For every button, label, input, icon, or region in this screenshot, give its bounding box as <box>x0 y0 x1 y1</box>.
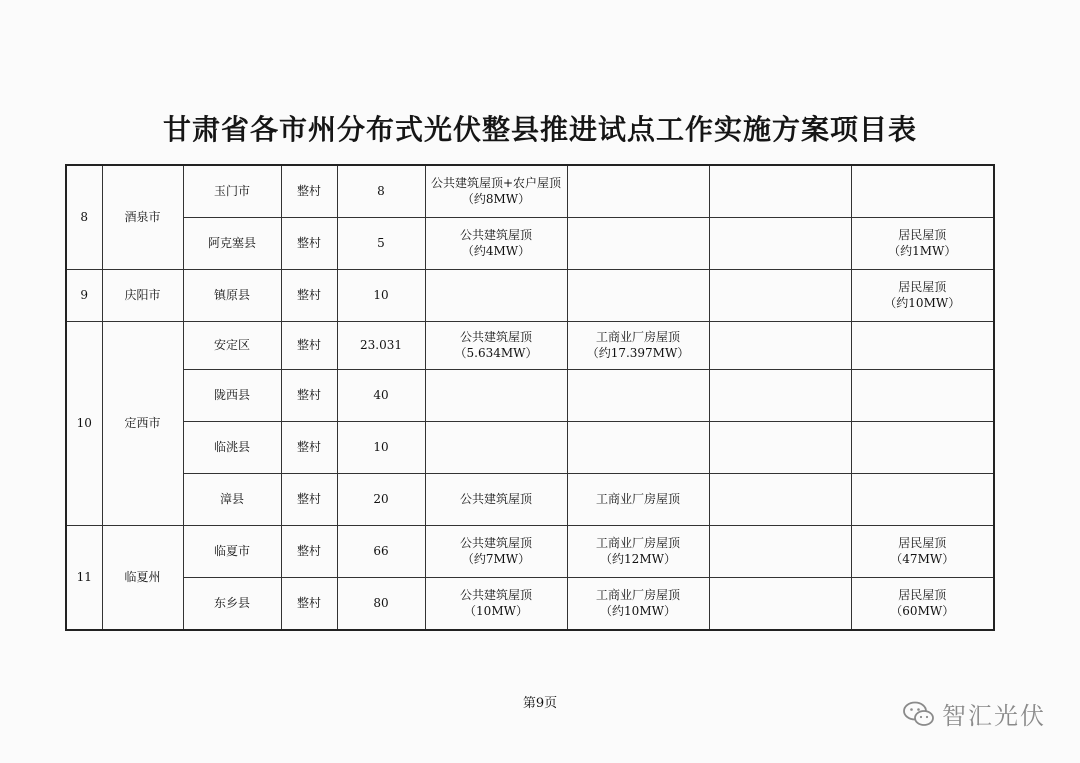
public-building-cell <box>425 421 567 473</box>
pilot-type: 整村 <box>281 369 337 421</box>
project-table <box>65 164 995 631</box>
industrial-roof-cell <box>567 217 709 269</box>
industrial-roof-cell <box>567 421 709 473</box>
pilot-type: 整村 <box>281 473 337 525</box>
county-name: 陇西县 <box>183 369 281 421</box>
wechat-icon <box>902 700 936 728</box>
village-count: 20 <box>337 473 425 525</box>
other-cell <box>709 217 851 269</box>
residential-roof-cell: 居民屋顶 （47MW） <box>851 525 994 577</box>
public-building-cell: 公共建筑屋顶 （5.634MW） <box>425 321 567 369</box>
pilot-type: 整村 <box>281 321 337 369</box>
watermark-text: 智汇光伏 <box>942 702 1046 730</box>
public-building-cell: 公共建筑屋顶 （约7MW） <box>425 525 567 577</box>
row-number: 11 <box>66 525 102 630</box>
village-count: 5 <box>337 217 425 269</box>
residential-roof-cell: 居民屋顶 （60MW） <box>851 577 994 630</box>
public-building-cell <box>425 269 567 321</box>
county-name: 镇原县 <box>183 269 281 321</box>
table-row <box>66 217 994 269</box>
table-row <box>66 269 994 321</box>
industrial-roof-cell: 工商业厂房屋顶 （约10MW） <box>567 577 709 630</box>
row-number: 8 <box>66 165 102 269</box>
city-name: 庆阳市 <box>102 269 183 321</box>
industrial-roof-cell <box>567 269 709 321</box>
village-count: 80 <box>337 577 425 630</box>
county-name: 阿克塞县 <box>183 217 281 269</box>
table-row <box>66 473 994 525</box>
pilot-type: 整村 <box>281 269 337 321</box>
public-building-cell <box>425 369 567 421</box>
industrial-roof-cell <box>567 165 709 217</box>
pilot-type: 整村 <box>281 421 337 473</box>
row-number: 10 <box>66 321 102 525</box>
village-count: 8 <box>337 165 425 217</box>
residential-roof-cell <box>851 369 994 421</box>
page-title: 甘肃省各市州分布式光伏整县推进试点工作实施方案项目表 <box>162 113 917 146</box>
table-row <box>66 321 994 369</box>
table-row <box>66 421 994 473</box>
county-name: 玉门市 <box>183 165 281 217</box>
other-cell <box>709 421 851 473</box>
other-cell <box>709 525 851 577</box>
residential-roof-cell: 居民屋顶 （约1MW） <box>851 217 994 269</box>
residential-roof-cell <box>851 421 994 473</box>
pilot-type: 整村 <box>281 525 337 577</box>
industrial-roof-cell: 工商业厂房屋顶 <box>567 473 709 525</box>
village-count: 10 <box>337 421 425 473</box>
pilot-type: 整村 <box>281 165 337 217</box>
residential-roof-cell: 居民屋顶 （约10MW） <box>851 269 994 321</box>
city-name: 定西市 <box>102 321 183 525</box>
county-name: 漳县 <box>183 473 281 525</box>
county-name: 安定区 <box>183 321 281 369</box>
page-number: 第9页 <box>522 696 558 711</box>
village-count: 10 <box>337 269 425 321</box>
table-row <box>66 369 994 421</box>
county-name: 东乡县 <box>183 577 281 630</box>
other-cell <box>709 577 851 630</box>
residential-roof-cell <box>851 165 994 217</box>
pilot-type: 整村 <box>281 217 337 269</box>
city-name: 临夏州 <box>102 525 183 630</box>
industrial-roof-cell <box>567 369 709 421</box>
other-cell <box>709 369 851 421</box>
other-cell <box>709 269 851 321</box>
residential-roof-cell <box>851 321 994 369</box>
industrial-roof-cell: 工商业厂房屋顶 （约17.397MW） <box>567 321 709 369</box>
village-count: 40 <box>337 369 425 421</box>
public-building-cell: 公共建筑屋顶+农户屋顶 （约8MW） <box>425 165 567 217</box>
watermark <box>902 696 1046 731</box>
table-row <box>66 165 994 217</box>
county-name: 临夏市 <box>183 525 281 577</box>
residential-roof-cell <box>851 473 994 525</box>
village-count: 66 <box>337 525 425 577</box>
public-building-cell: 公共建筑屋顶 <box>425 473 567 525</box>
table-row <box>66 577 994 630</box>
county-name: 临洮县 <box>183 421 281 473</box>
public-building-cell: 公共建筑屋顶 （约4MW） <box>425 217 567 269</box>
table-row <box>66 525 994 577</box>
village-count: 23.031 <box>337 321 425 369</box>
other-cell <box>709 165 851 217</box>
other-cell <box>709 473 851 525</box>
row-number: 9 <box>66 269 102 321</box>
city-name: 酒泉市 <box>102 165 183 269</box>
industrial-roof-cell: 工商业厂房屋顶 （约12MW） <box>567 525 709 577</box>
pilot-type: 整村 <box>281 577 337 630</box>
other-cell <box>709 321 851 369</box>
public-building-cell: 公共建筑屋顶 （10MW） <box>425 577 567 630</box>
